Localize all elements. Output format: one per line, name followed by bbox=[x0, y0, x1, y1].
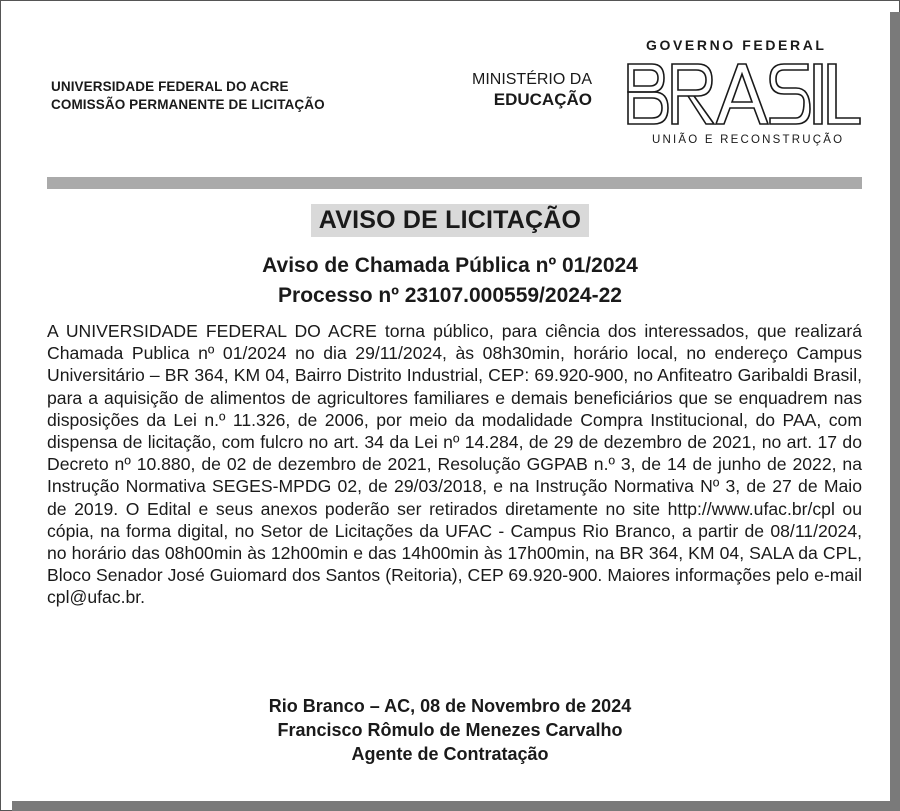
signer-role: Agente de Contratação bbox=[351, 744, 549, 764]
process-number: Processo nº 23107.000559/2024-22 bbox=[278, 284, 622, 307]
header-divider bbox=[47, 177, 862, 189]
gov-slogan: UNIÃO E RECONSTRUÇÃO bbox=[652, 134, 845, 146]
gov-federal-label: GOVERNO FEDERAL bbox=[646, 37, 827, 53]
commission-name: COMISSÃO PERMANENTE DE LICITAÇÃO bbox=[51, 97, 325, 112]
organization-block bbox=[51, 78, 325, 114]
signer-name: Francisco Rômulo de Menezes Carvalho bbox=[277, 720, 623, 740]
brasil-logo bbox=[626, 62, 862, 126]
ministry-block bbox=[454, 70, 592, 110]
title-wrap bbox=[0, 204, 900, 237]
frame-shadow-right bbox=[890, 12, 900, 811]
education-label: EDUCAÇÃO bbox=[493, 90, 592, 109]
place-date: Rio Branco – AC, 08 de Novembro de 2024 bbox=[268, 696, 632, 716]
ministry-label: MINISTÉRIO DA bbox=[471, 71, 592, 88]
org-name: UNIVERSIDADE FEDERAL DO ACRE bbox=[51, 79, 289, 94]
notice-title: AVISO DE LICITAÇÃO bbox=[311, 204, 589, 237]
frame-shadow-bottom bbox=[12, 801, 900, 811]
notice-body: A UNIVERSIDADE FEDERAL DO ACRE torna público, para ciência dos interessados, que realizará Chamada Publica nº 01/2024 no dia 29/11/2024, às 08h30min, horário local, no endereço Campus Universitário – BR 364, KM 04, Bairro Distrito Industrial, CEP: 69.920-900, no Anfiteatro Garibaldi Brasil, para a aquisição de alimentos de agricultores familiares e demais beneficiários que se enquadrem nas disposições da Lei n.º 11.326, de 2006, por meio da modalidade Compra Institucional, do PAA, com dispensa de licitação, com fulcro no art. 34 da Lei nº 14.284, de 29 de dezembro de 2021, no art. 17 do Decreto nº 10.880, de 02 de dezembro de 2021, Resolução GGPAB n.º 3, de 14 de junho de 2022, na Instrução Normativa SEGES-MPDG 02, de 29/03/2018, e na Instrução Normativa Nº 3, de 27 de Maio de 2019. O Edital e seus anexos poderão ser retirados diretamente no site http://www.ufac.br/cpl ou cópia, na forma digital, no Setor de Licitações da UFAC - Campus Rio Branco, a partir de 08/11/2024, no horário das 08h00min às 12h00min e das 14h00min às 17h00min, na BR 364, KM 04, SALA da CPL, Bloco Senador José Guiomard dos Santos (Reitoria), CEP 69.920-900. Maiores informações pelo e-mail cpl@ufac.br. bbox=[47, 321, 862, 608]
notice-subtitle: Aviso de Chamada Pública nº 01/2024 bbox=[262, 254, 638, 277]
